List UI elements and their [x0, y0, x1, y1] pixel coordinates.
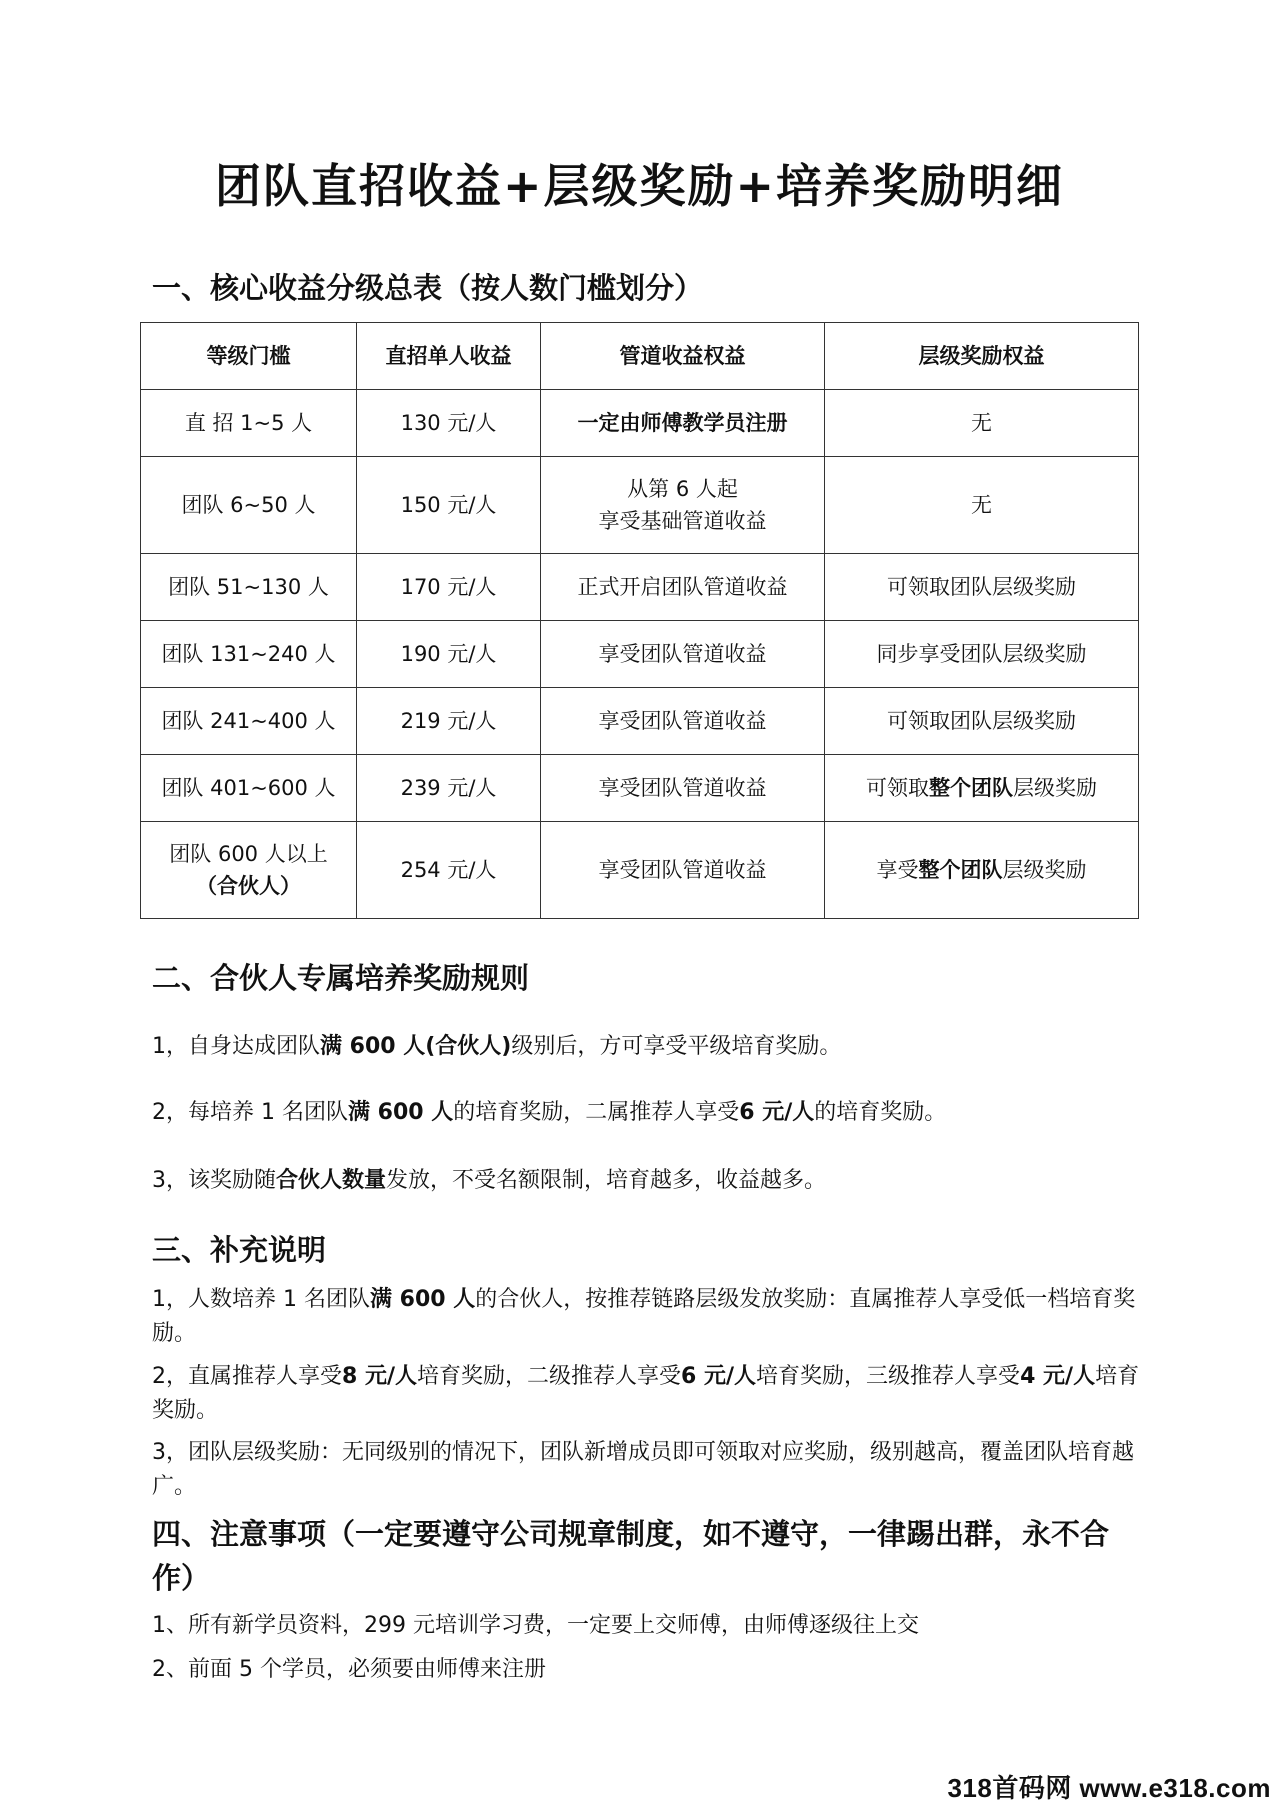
- page-title: 团队直招收益+层级奖励+培养奖励明细: [214, 159, 1065, 213]
- level-reward-suffix: 层级奖励: [1002, 858, 1087, 882]
- cell-threshold-line: 团队 600 人以上: [169, 842, 328, 866]
- cell-income: 170 元/人: [357, 554, 541, 621]
- rule-text: 的培育奖励，二属推荐人享受: [453, 1100, 740, 1125]
- table-row: [141, 621, 1139, 688]
- cell-level-reward: 可领取团队层级奖励: [825, 688, 1139, 755]
- cell-level-reward: 可领取团队层级奖励: [825, 554, 1139, 621]
- cell-threshold: 团队 241~400 人: [141, 688, 357, 755]
- note-emphasis: 满 600 人: [369, 1287, 476, 1312]
- rule-item-1: [152, 1030, 1142, 1064]
- cell-threshold-subline: （合伙人）: [196, 874, 301, 898]
- section-4-heading: 四、注意事项（一定要遵守公司规章制度，如不遵守，一律踢出群，永不合作）: [152, 1517, 1110, 1595]
- rule-text: 1，自身达成团队: [152, 1034, 320, 1059]
- cell-pipeline: 享受团队管道收益: [541, 755, 825, 822]
- note-emphasis: 8 元/人: [342, 1364, 418, 1389]
- cell-threshold: 团队 6~50 人: [141, 457, 357, 554]
- cell-pipeline: 一定由师傅教学员注册: [541, 390, 825, 457]
- rule-item-3: [152, 1164, 1142, 1198]
- note-item-2: [152, 1360, 1142, 1428]
- income-grade-table: [140, 322, 1139, 919]
- note-text: 培育奖励。: [152, 1364, 1140, 1423]
- cell-threshold: 团队 51~130 人: [141, 554, 357, 621]
- header-threshold: 等级门槛: [141, 323, 357, 390]
- note-text: 培育奖励，二级推荐人享受: [417, 1364, 682, 1389]
- rule-text: 级别后，方可享受平级培育奖励。: [511, 1034, 842, 1059]
- level-reward-prefix: 享受: [876, 858, 919, 882]
- rule-emphasis: 6 元/人: [739, 1100, 815, 1125]
- notice-item-1: 1、所有新学员资料，299 元培训学习费，一定要上交师傅，由师傅逐级往上交: [152, 1613, 919, 1638]
- cell-income: 130 元/人: [357, 390, 541, 457]
- notice-item-2: 2、前面 5 个学员，必须要由师傅来注册: [152, 1657, 546, 1682]
- table-row: [141, 457, 1139, 554]
- cell-pipeline: 正式开启团队管道收益: [541, 554, 825, 621]
- header-level-reward: 层级奖励权益: [825, 323, 1139, 390]
- note-text: 1，人数培养 1 名团队: [152, 1287, 370, 1312]
- cell-pipeline: 享受团队管道收益: [541, 688, 825, 755]
- cell-income: 254 元/人: [357, 822, 541, 919]
- cell-pipeline: 享受团队管道收益: [541, 621, 825, 688]
- note-emphasis: 6 元/人: [681, 1364, 757, 1389]
- rule-text: 发放，不受名额限制，培育越多，收益越多。: [386, 1168, 827, 1193]
- cell-level-reward: 同步享受团队层级奖励: [825, 621, 1139, 688]
- cell-income: 239 元/人: [357, 755, 541, 822]
- level-reward-suffix: 层级奖励: [1013, 776, 1097, 800]
- cell-level-reward: [825, 755, 1139, 822]
- rule-text: 的培育奖励。: [814, 1100, 947, 1125]
- table-header-row: [141, 323, 1139, 390]
- table-row: [141, 822, 1139, 919]
- level-reward-emphasis: 整个团队: [929, 776, 1013, 800]
- cell-level-reward: 无: [825, 390, 1139, 457]
- rule-text: 2，每培养 1 名团队: [152, 1100, 348, 1125]
- section-2-heading: 二、合伙人专属培养奖励规则: [152, 961, 530, 995]
- level-reward-prefix: 可领取: [866, 776, 929, 800]
- note-item-3: 3，团队层级奖励：无同级别的情况下，团队新增成员即可领取对应奖励，级别越高，覆盖团队培育越广。: [152, 1440, 1135, 1499]
- cell-threshold: [141, 822, 357, 919]
- cell-pipeline: [541, 457, 825, 554]
- cell-level-reward: [825, 822, 1139, 919]
- cell-level-reward: 无: [825, 457, 1139, 554]
- header-income: 直招单人收益: [357, 323, 541, 390]
- section-1-heading: 一、核心收益分级总表（按人数门槛划分）: [152, 271, 704, 305]
- note-text: 2，直属推荐人享受: [152, 1364, 342, 1389]
- cell-pipeline: 享受团队管道收益: [541, 822, 825, 919]
- table-row: [141, 554, 1139, 621]
- rule-emphasis: 满 600 人: [347, 1100, 454, 1125]
- note-text: 培育奖励，三级推荐人享受: [756, 1364, 1021, 1389]
- cell-income: 150 元/人: [357, 457, 541, 554]
- cell-income: 219 元/人: [357, 688, 541, 755]
- note-text: 的合伙人，按推荐链路层级发放奖励：直属推荐人享受低一档培育奖励。: [152, 1287, 1136, 1346]
- header-pipeline: 管道收益权益: [541, 323, 825, 390]
- cell-threshold: 团队 131~240 人: [141, 621, 357, 688]
- cell-threshold: 团队 401~600 人: [141, 755, 357, 822]
- cell-threshold: 直 招 1~5 人: [141, 390, 357, 457]
- table-row: [141, 755, 1139, 822]
- note-emphasis: 4 元/人: [1020, 1364, 1096, 1389]
- rule-text: 3，该奖励随: [152, 1168, 276, 1193]
- level-reward-emphasis: 整个团队: [918, 858, 1003, 882]
- table-row: [141, 390, 1139, 457]
- watermark: 318首码网 www.e318.com: [947, 1773, 1271, 1803]
- table-row: [141, 688, 1139, 755]
- cell-income: 190 元/人: [357, 621, 541, 688]
- rule-item-2: [152, 1096, 1142, 1130]
- note-item-1: [152, 1283, 1142, 1351]
- rule-emphasis: 满 600 人(合伙人): [320, 1034, 512, 1059]
- cell-pipeline-line: 享受基础管道收益: [598, 509, 767, 533]
- section-3-heading: 三、补充说明: [152, 1233, 327, 1267]
- rule-emphasis: 合伙人数量: [276, 1168, 387, 1193]
- cell-pipeline-line: 从第 6 人起: [627, 477, 738, 501]
